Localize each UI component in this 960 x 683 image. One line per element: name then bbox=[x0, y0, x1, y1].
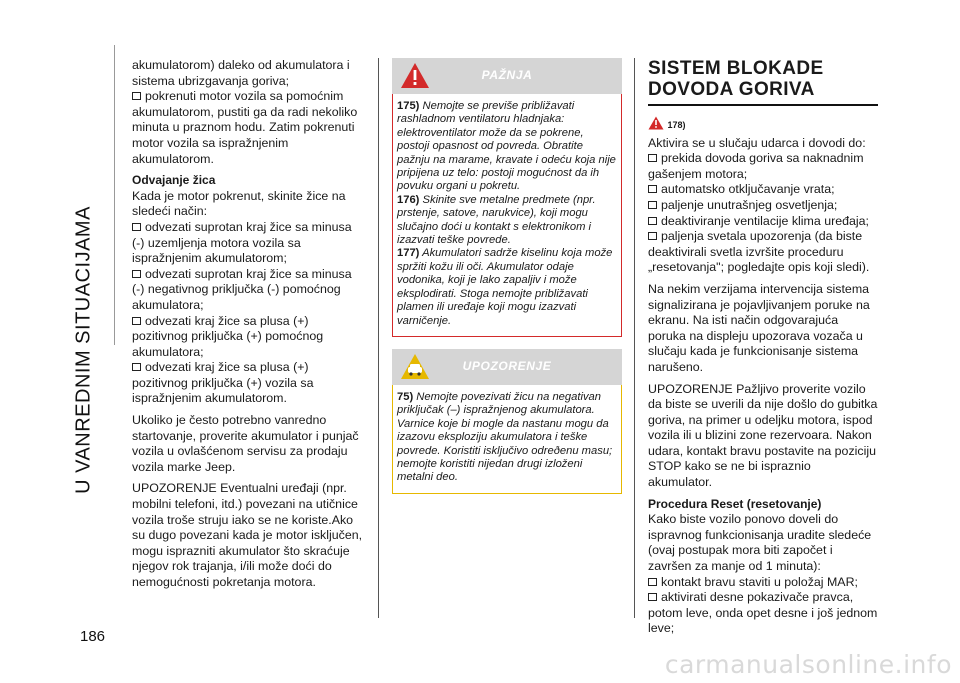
note-text: Nemojte povezivati žicu na negativan priključak (–) ispražnjenog akumulatora. Varnice koje bi mogle da nastanu mogu da izazovu eksploziju akumulatora i teške povrede. Koristiti isključivo odreðenu masu; nemojte koristiti nijedan drugi izloženi metalni deo. bbox=[397, 390, 613, 484]
paragraph: Ukoliko je često potrebno vanredno startovanje, proverite akumulator i punjač vozila u ovlašćenom servisu za prodaju vozila marke Jeep. bbox=[132, 413, 359, 474]
caution-header bbox=[392, 349, 622, 385]
warning-body bbox=[392, 94, 622, 337]
note-number: 177) bbox=[397, 247, 420, 260]
warning-title: PAŽNJA bbox=[481, 68, 533, 82]
note-text: Nemojte se previše približavati rashladnom ventilatoru hladnjaka: elektroventilator može da se pokrene, postoji opasnost od povreda. Obratite pažnju na marame, kravate i odeću koja nije pripijena uz telo: postoji mogućnost da ih povuku organi u pokretu. bbox=[397, 100, 616, 193]
caution-box bbox=[392, 349, 622, 494]
warning-header bbox=[392, 58, 622, 94]
paragraph: Aktivira se u slučaju udarca i dovodi do: bbox=[648, 135, 866, 150]
list-item: odvezati suprotan kraj žice sa minusa (-) uzemljenja motora vozila sa ispražnjenim akumulatorom; bbox=[132, 219, 352, 266]
watermark: carmanualsonline.info bbox=[664, 650, 952, 679]
column-middle bbox=[392, 58, 622, 494]
list-item: odvezati suprotan kraj žice sa minusa (-) negativnog priključka (-) pomoćnog akumulatora; bbox=[132, 266, 352, 312]
note-number: 175) bbox=[397, 100, 420, 112]
bullet-icon bbox=[132, 270, 141, 278]
paragraph: Na nekim verzijama intervencija sistema signalizirana je pojavljivanjem poruke na ekranu. Na isti način odgovarajuća poruka na displeju upozorava vozača u slučaju kada je funkcionisanje sistema narušeno. bbox=[648, 281, 870, 374]
list-item: kontakt bravu staviti u položaj MAR; bbox=[648, 575, 878, 591]
side-divider bbox=[114, 45, 115, 345]
note-number: 75) bbox=[397, 390, 414, 403]
warning-triangle-icon bbox=[648, 116, 664, 130]
caution-title: UPOZORENJE bbox=[462, 358, 552, 373]
column-right bbox=[648, 58, 878, 637]
bullet-icon bbox=[132, 223, 141, 231]
caution-body bbox=[392, 385, 622, 494]
column-divider bbox=[634, 58, 635, 618]
paragraph: Kako biste vozilo ponovo doveli do ispravnog funkcionisanja uradite sledeće (ovaj postupak mora biti započet i završen za manje od 1 minuta): bbox=[648, 512, 872, 574]
bullet-icon bbox=[648, 217, 657, 225]
section-title: SISTEM BLOKADE DOVODA GORIVA bbox=[648, 58, 824, 100]
list-item: paljenja svetala upozorenja (da biste deaktivirali svetla izvršite proceduru „resetovanja"; pogledajte opis koji sledi). bbox=[648, 229, 870, 275]
title-underline bbox=[648, 104, 878, 106]
list-item: pokrenuti motor vozila sa pomoćnim akumulatorom, pustiti ga da radi nekoliko minuta u praznom hodu. Zatim pokrenuti motor vozila sa ispražnjenim akumulatorom. bbox=[132, 89, 358, 166]
bullet-icon bbox=[648, 154, 657, 162]
reference-marker: 178) bbox=[648, 116, 878, 134]
note-number: 176) bbox=[397, 193, 420, 206]
page-number: 186 bbox=[80, 628, 106, 645]
list-item: prekida dovoda goriva sa naknadnim gašenjem motora; bbox=[648, 151, 864, 181]
section-heading: Odvajanje žica bbox=[132, 173, 216, 188]
note-text: Akumulatori sadrže kiselinu koja može spržiti kožu ili oči. Akumulator odaje vodonika, koji je lako zapaljiv i može eksplodirati. Stoga nemojte približavati plamen ili uređaje koji mogu izazvati varničenje. bbox=[397, 247, 613, 327]
paragraph: Kada je motor pokrenut, skinite žice na sledeći način: bbox=[132, 188, 346, 219]
paragraph: UPOZORENJE Eventualni uređaji (npr. mobilni telefoni, itd.) povezani na utičnice vozila troše struju iako se ne koriste.Ako su dugo povezani kada je motor isključen, mogu isprazniti akumulator što skraćuje njegov rok trajanja, i/ili može doći do nemogućnosti pokretanja motora. bbox=[132, 481, 363, 589]
bullet-icon bbox=[648, 185, 657, 193]
list-item: automatsko otključavanje vrata; bbox=[648, 182, 878, 198]
note-text: Skinite sve metalne predmete (npr. prstenje, satove, narukvice), koji mogu slučajno doći u kontakt s elektronikom i izazvati teške povrede. bbox=[397, 193, 596, 247]
paragraph: UPOZORENJE Pažljivo proverite vozilo da biste se uverili da nije došlo do gubitka goriva, na primer u odeljku motora, ispod vozila ili u blizini zone rezervoara. Nakon udara, kontakt bravu postavite na poziciju STOP kako se ne bi ispraznio akumulator. bbox=[648, 381, 878, 490]
list-item: odvezati kraj žice sa plusa (+) pozitivnog priključka (+) vozila sa ispražnjenim akumulatorom. bbox=[132, 360, 314, 406]
list-item: deaktiviranje ventilacije klima uređaja; bbox=[648, 214, 878, 230]
section-heading: Procedura Reset (resetovanje) bbox=[648, 496, 822, 511]
bullet-icon bbox=[648, 578, 657, 586]
bullet-icon bbox=[132, 363, 141, 371]
list-item: paljenje unutrašnjeg osvetljenja; bbox=[648, 198, 878, 214]
bullet-icon bbox=[648, 201, 657, 209]
column-left bbox=[132, 58, 364, 591]
list-item: odvezati kraj žice sa plusa (+) pozitivnog priključka (+) pomoćnog akumulatora; bbox=[132, 313, 324, 359]
bullet-icon bbox=[132, 92, 141, 100]
column-divider bbox=[378, 58, 379, 618]
bullet-icon bbox=[648, 593, 657, 601]
bullet-icon bbox=[132, 317, 141, 325]
paragraph: akumulatorom) daleko od akumulatora i sistema ubrizgavanja goriva; bbox=[132, 58, 350, 88]
chapter-side-title: U VANREDNIM SITUACIJAMA bbox=[72, 206, 95, 494]
bullet-icon bbox=[648, 232, 657, 240]
list-item: aktivirati desne pokazivače pravca, potom leve, onda opet desne i još jednom leve; bbox=[648, 590, 878, 636]
warning-box bbox=[392, 58, 622, 337]
